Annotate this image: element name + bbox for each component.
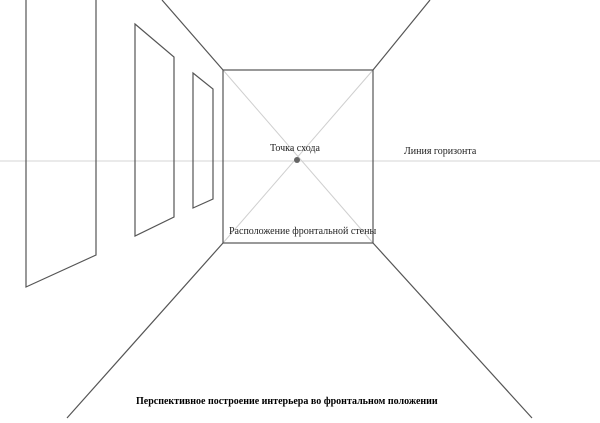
- wall-frame-1: [26, 0, 96, 287]
- ceiling-left-edge: [162, 0, 223, 70]
- wall-frame-2: [135, 24, 174, 236]
- vanishing-point-label: Точка схода: [270, 143, 320, 154]
- wall-frame-3: [193, 73, 213, 208]
- ceiling-right-edge: [373, 0, 430, 70]
- floor-right-edge: [373, 243, 532, 418]
- vanishing-point: [294, 157, 300, 163]
- horizon-line-label: Линия горизонта: [404, 146, 477, 157]
- front-wall-label: Расположение фронтальной стены: [229, 226, 377, 237]
- diagram-caption: Перспективное построение интерьера во фронтальном положении: [136, 396, 438, 407]
- floor-left-edge: [67, 243, 223, 418]
